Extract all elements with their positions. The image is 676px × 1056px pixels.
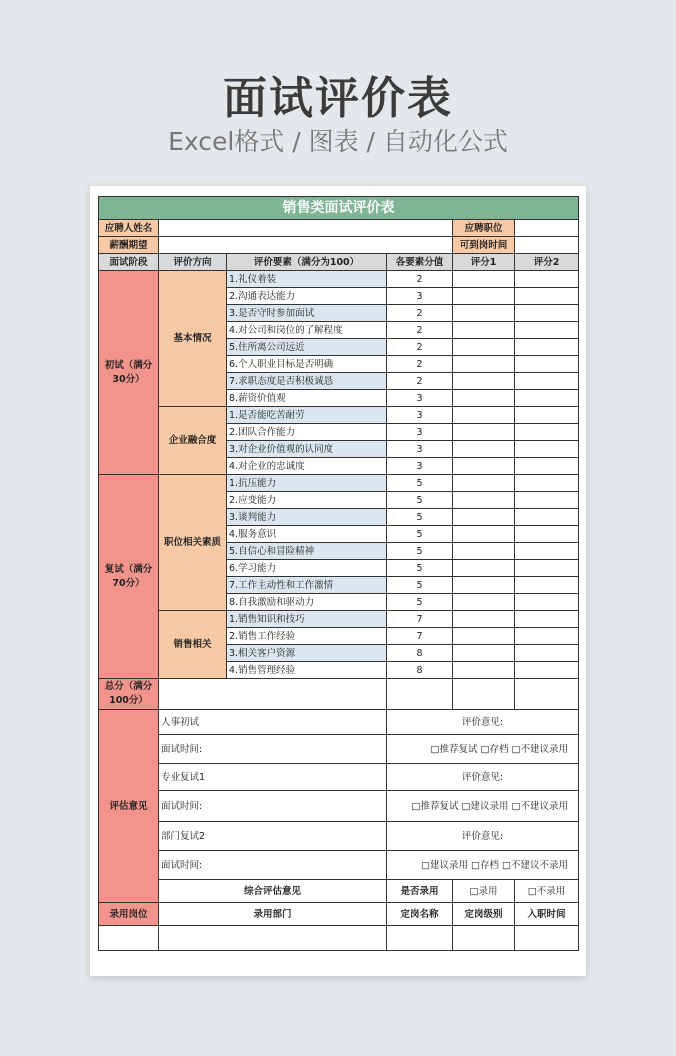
item-label: 4.服务意识 [227,526,387,543]
post-name-label: 定岗名称 [387,903,453,926]
department-label: 部门复试2 [159,822,387,851]
score1-cell[interactable] [453,288,515,305]
score1-cell[interactable] [453,407,515,424]
score2-cell[interactable] [515,628,579,645]
group-fit: 企业融合度 [159,407,227,475]
hire-yes-option[interactable]: □录用 [453,880,515,903]
score2-cell[interactable] [515,373,579,390]
item-label: 1.礼仪着装 [227,271,387,288]
score2-cell[interactable] [515,594,579,611]
sheet-title: 销售类面试评价表 [99,197,579,220]
score2-cell[interactable] [515,390,579,407]
item-score: 5 [387,560,453,577]
item-label: 1.销售知识和技巧 [227,611,387,628]
options-department[interactable]: □建议录用 □存档 □不建议不录用 [387,851,579,880]
column-header: 评分2 [515,254,579,271]
score1-cell[interactable] [453,390,515,407]
comment-label: 评价意见: [387,764,579,791]
item-label: 2.销售工作经验 [227,628,387,645]
item-score: 3 [387,424,453,441]
hire-dept-label: 录用部门 [159,903,387,926]
item-label: 6.个人职业目标是否明确 [227,356,387,373]
item-score: 3 [387,407,453,424]
stage-assessment: 评估意见 [99,710,159,903]
item-label: 3.谈判能力 [227,509,387,526]
hire-blank-cell[interactable] [99,926,159,951]
score2-cell[interactable] [515,339,579,356]
item-score: 2 [387,305,453,322]
item-score: 8 [387,662,453,679]
hr-initial-label: 人事初试 [159,710,387,735]
item-label: 7.工作主动性和工作激情 [227,577,387,594]
total-score2-cell[interactable] [515,679,579,710]
item-label: 3.对企业价值观的认同度 [227,441,387,458]
item-score: 8 [387,645,453,662]
group-sales: 销售相关 [159,611,227,679]
join-date-label: 入职时间 [515,903,579,926]
start-time-label: 可到岗时间 [453,237,515,254]
score1-cell[interactable] [453,543,515,560]
score2-cell[interactable] [515,356,579,373]
item-label: 1.是否能吃苦耐劳 [227,407,387,424]
score1-cell[interactable] [453,441,515,458]
stage-total: 总分（满分100分） [99,679,159,710]
item-score: 5 [387,509,453,526]
score2-cell[interactable] [515,560,579,577]
professional-label: 专业复试1 [159,764,387,791]
score1-cell[interactable] [453,322,515,339]
column-header-row [99,254,579,271]
score1-cell[interactable] [453,424,515,441]
item-label: 6.学习能力 [227,560,387,577]
score2-cell[interactable] [515,645,579,662]
stage-second: 复试（满分70分） [99,475,159,679]
group-basic: 基本情况 [159,271,227,407]
item-score: 2 [387,339,453,356]
score1-cell[interactable] [453,475,515,492]
salary-label: 薪酬期望 [99,237,159,254]
spreadsheet-preview [90,186,586,976]
options-hr[interactable]: □推荐复试 □存档 □不建议录用 [387,735,579,764]
score1-cell[interactable] [453,458,515,475]
overall-label: 综合评估意见 [159,880,387,903]
score1-cell[interactable] [453,339,515,356]
score1-cell[interactable] [453,305,515,322]
item-score: 5 [387,526,453,543]
position-cell[interactable] [515,220,579,237]
item-score: 2 [387,356,453,373]
score1-cell[interactable] [453,509,515,526]
item-label: 3.相关客户资源 [227,645,387,662]
item-score: 5 [387,543,453,560]
score2-cell[interactable] [515,662,579,679]
item-label: 4.销售管理经验 [227,662,387,679]
item-label: 4.对企业的忠诚度 [227,458,387,475]
item-label: 8.自我激励和驱动力 [227,594,387,611]
group-qualities: 职位相关素质 [159,475,227,611]
applicant-name-label: 应聘人姓名 [99,220,159,237]
item-label: 2.沟通表达能力 [227,288,387,305]
score1-cell[interactable] [453,373,515,390]
score1-cell[interactable] [453,526,515,543]
score2-cell[interactable] [515,288,579,305]
interview-time-label: 面试时间: [159,791,387,822]
post-name-cell[interactable] [387,926,453,951]
item-label: 8.薪资价值观 [227,390,387,407]
column-header: 各要素分值 [387,254,453,271]
score2-cell[interactable] [515,509,579,526]
score1-cell[interactable] [453,594,515,611]
score2-cell[interactable] [515,475,579,492]
score2-cell[interactable] [515,458,579,475]
item-score: 7 [387,628,453,645]
interview-time-label: 面试时间: [159,851,387,880]
score1-cell[interactable] [453,662,515,679]
stage-first: 初试（满分30分） [99,271,159,475]
item-score: 2 [387,271,453,288]
item-label: 2.团队合作能力 [227,424,387,441]
score1-cell[interactable] [453,271,515,288]
item-score: 5 [387,594,453,611]
join-date-cell[interactable] [515,926,579,951]
score1-cell[interactable] [453,577,515,594]
hire-question: 是否录用 [387,880,453,903]
options-professional[interactable]: □推荐复试 □建议录用 □不建议录用 [387,791,579,822]
score2-cell[interactable] [515,526,579,543]
item-label: 3.是否守时参加面试 [227,305,387,322]
start-time-cell[interactable] [515,237,579,254]
hire-no-option[interactable]: □不录用 [515,880,579,903]
column-header: 面试阶段 [99,254,159,271]
column-header: 评价要素（满分为100） [227,254,387,271]
item-score: 5 [387,475,453,492]
hero-title: 面试评价表 [223,73,453,124]
score2-cell[interactable] [515,305,579,322]
hero-subtitle: Excel格式 / 图表 / 自动化公式 [168,127,508,156]
item-score: 3 [387,441,453,458]
comment-label: 评价意见: [387,822,579,851]
score2-cell[interactable] [515,322,579,339]
score1-cell[interactable] [453,628,515,645]
applicant-name-cell[interactable] [159,220,453,237]
item-label: 1.抗压能力 [227,475,387,492]
item-score: 3 [387,288,453,305]
item-label: 2.应变能力 [227,492,387,509]
score2-cell[interactable] [515,424,579,441]
score2-cell[interactable] [515,492,579,509]
post-level-label: 定岗级别 [453,903,515,926]
stage-hiring: 录用岗位 [99,903,159,926]
item-score: 5 [387,492,453,509]
column-header: 评分1 [453,254,515,271]
score2-cell[interactable] [515,577,579,594]
item-score: 7 [387,611,453,628]
post-level-cell[interactable] [453,926,515,951]
total-score1-cell[interactable] [453,679,515,710]
item-score: 5 [387,577,453,594]
position-label: 应聘职位 [453,220,515,237]
comment-label: 评价意见: [387,710,579,735]
item-label: 5.自信心和冒险精神 [227,543,387,560]
item-label: 7.求职态度是否积极诚恳 [227,373,387,390]
item-score: 3 [387,458,453,475]
score2-cell[interactable] [515,407,579,424]
interview-time-label: 面试时间: [159,735,387,764]
item-score: 3 [387,390,453,407]
score1-cell[interactable] [453,356,515,373]
score1-cell[interactable] [453,611,515,628]
score2-cell[interactable] [515,543,579,560]
score1-cell[interactable] [453,645,515,662]
score1-cell[interactable] [453,560,515,577]
score2-cell[interactable] [515,611,579,628]
total-score-cell[interactable] [387,679,453,710]
score2-cell[interactable] [515,271,579,288]
item-label: 5.住所离公司远近 [227,339,387,356]
hire-dept-cell[interactable] [159,926,387,951]
column-header: 评价方向 [159,254,227,271]
item-label: 4.对公司和岗位的了解程度 [227,322,387,339]
total-blank [159,679,387,710]
salary-cell[interactable] [159,237,453,254]
score2-cell[interactable] [515,441,579,458]
item-score: 2 [387,322,453,339]
item-score: 2 [387,373,453,390]
evaluation-table [98,196,579,951]
score1-cell[interactable] [453,492,515,509]
